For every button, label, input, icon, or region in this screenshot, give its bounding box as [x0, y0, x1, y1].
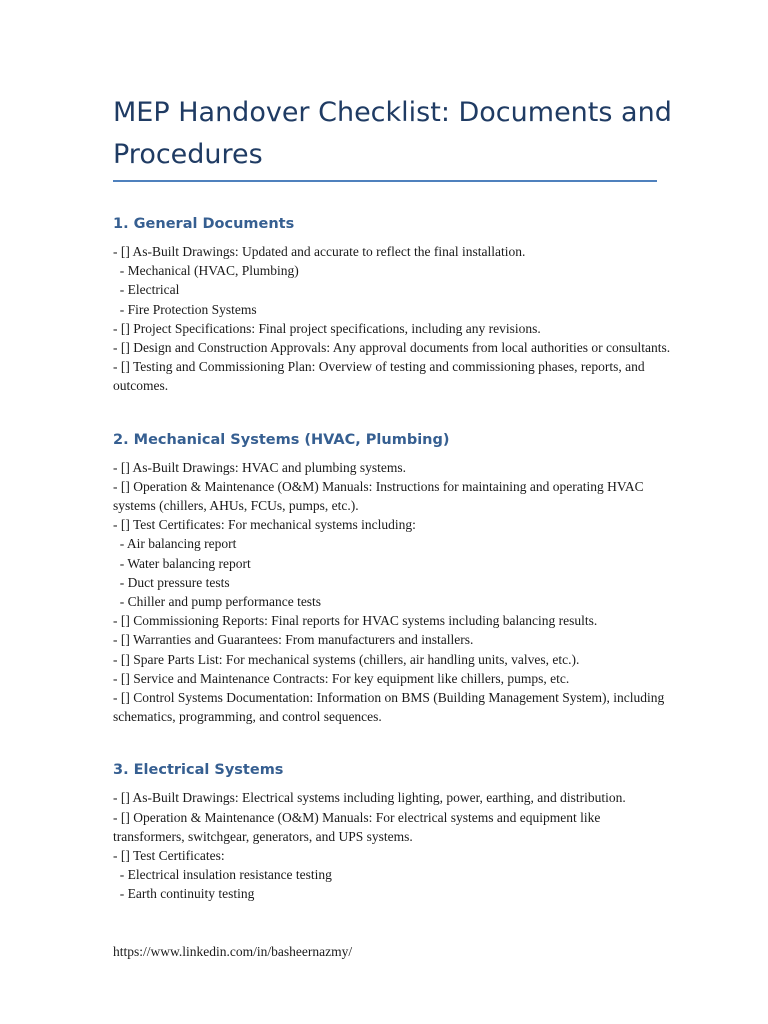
checklist-line: - [] Operation & Maintenance (O&M) Manuals: Instructions for maintaining and operating HVAC systems (chillers, AHUs, FCUs, pumps, etc.).	[113, 478, 648, 514]
section-mechanical-systems	[113, 428, 673, 727]
checklist-line: - [] Control Systems Documentation: Information on BMS (Building Management System), including schematics, programming, and control sequences.	[113, 690, 668, 725]
checklist-subline: - Duct pressure tests	[113, 574, 230, 590]
checklist	[113, 788, 673, 903]
checklist-line: - [] Operation & Maintenance (O&M) Manuals: For electrical systems and equipment like transformers, switchgear, generators, and UPS systems.	[113, 809, 604, 844]
checklist-line: - [] Project Specifications: Final project specifications, including any revisions.	[113, 320, 541, 336]
section-general-documents	[113, 212, 673, 396]
checklist-subline: - Chiller and pump performance tests	[113, 594, 322, 610]
checklist-line: - [] Service and Maintenance Contracts: For key equipment like chillers, pumps, etc.	[113, 670, 570, 686]
checklist-subline: - Electrical insulation resistance testing	[113, 867, 332, 883]
checklist-line: - [] Test Certificates:	[113, 848, 225, 864]
linkedin-profile-link[interactable]: https://www.linkedin.com/in/basheernazmy/	[113, 944, 353, 959]
section-heading: 2. Mechanical Systems (HVAC, Plumbing)	[113, 431, 450, 448]
checklist-subline: - Water balancing report	[113, 555, 251, 571]
checklist-line: - [] As-Built Drawings: Updated and accurate to reflect the final installation.	[113, 244, 526, 259]
page-title: MEP Handover Checklist: Documents and Procedures	[113, 97, 672, 170]
checklist-line: - [] Design and Construction Approvals: Any approval documents from local authorities or consultants.	[113, 340, 671, 356]
checklist-subline: - Air balancing report	[113, 536, 237, 552]
checklist-subline: - Fire Protection Systems	[113, 301, 257, 317]
checklist-line: - [] As-Built Drawings: Electrical systems including lighting, power, earthing, and distribution.	[113, 790, 626, 806]
section-heading: 1. General Documents	[113, 216, 295, 232]
title-divider	[113, 180, 657, 182]
checklist	[113, 458, 673, 727]
checklist-line: - [] Spare Parts List: For mechanical systems (chillers, air handling units, valves, etc.).	[113, 651, 580, 667]
checklist-subline: - Earth continuity testing	[113, 886, 255, 902]
section-heading: 3. Electrical Systems	[113, 762, 284, 779]
section-electrical-systems	[113, 758, 673, 903]
checklist-line: - [] Commissioning Reports: Final reports for HVAC systems including balancing results.	[113, 613, 598, 629]
checklist-line: - [] Test Certificates: For mechanical systems including:	[113, 517, 416, 533]
checklist-subline: - Electrical	[113, 282, 180, 298]
checklist-line: - [] As-Built Drawings: HVAC and plumbing systems.	[113, 459, 406, 475]
checklist-subline: - Mechanical (HVAC, Plumbing)	[113, 263, 299, 279]
checklist-line: - [] Testing and Commissioning Plan: Overview of testing and commissioning phases, reports, and outcomes.	[113, 359, 648, 394]
checklist-line: - [] Warranties and Guarantees: From manufacturers and installers.	[113, 632, 474, 648]
document-body	[113, 212, 673, 936]
checklist	[113, 242, 673, 396]
